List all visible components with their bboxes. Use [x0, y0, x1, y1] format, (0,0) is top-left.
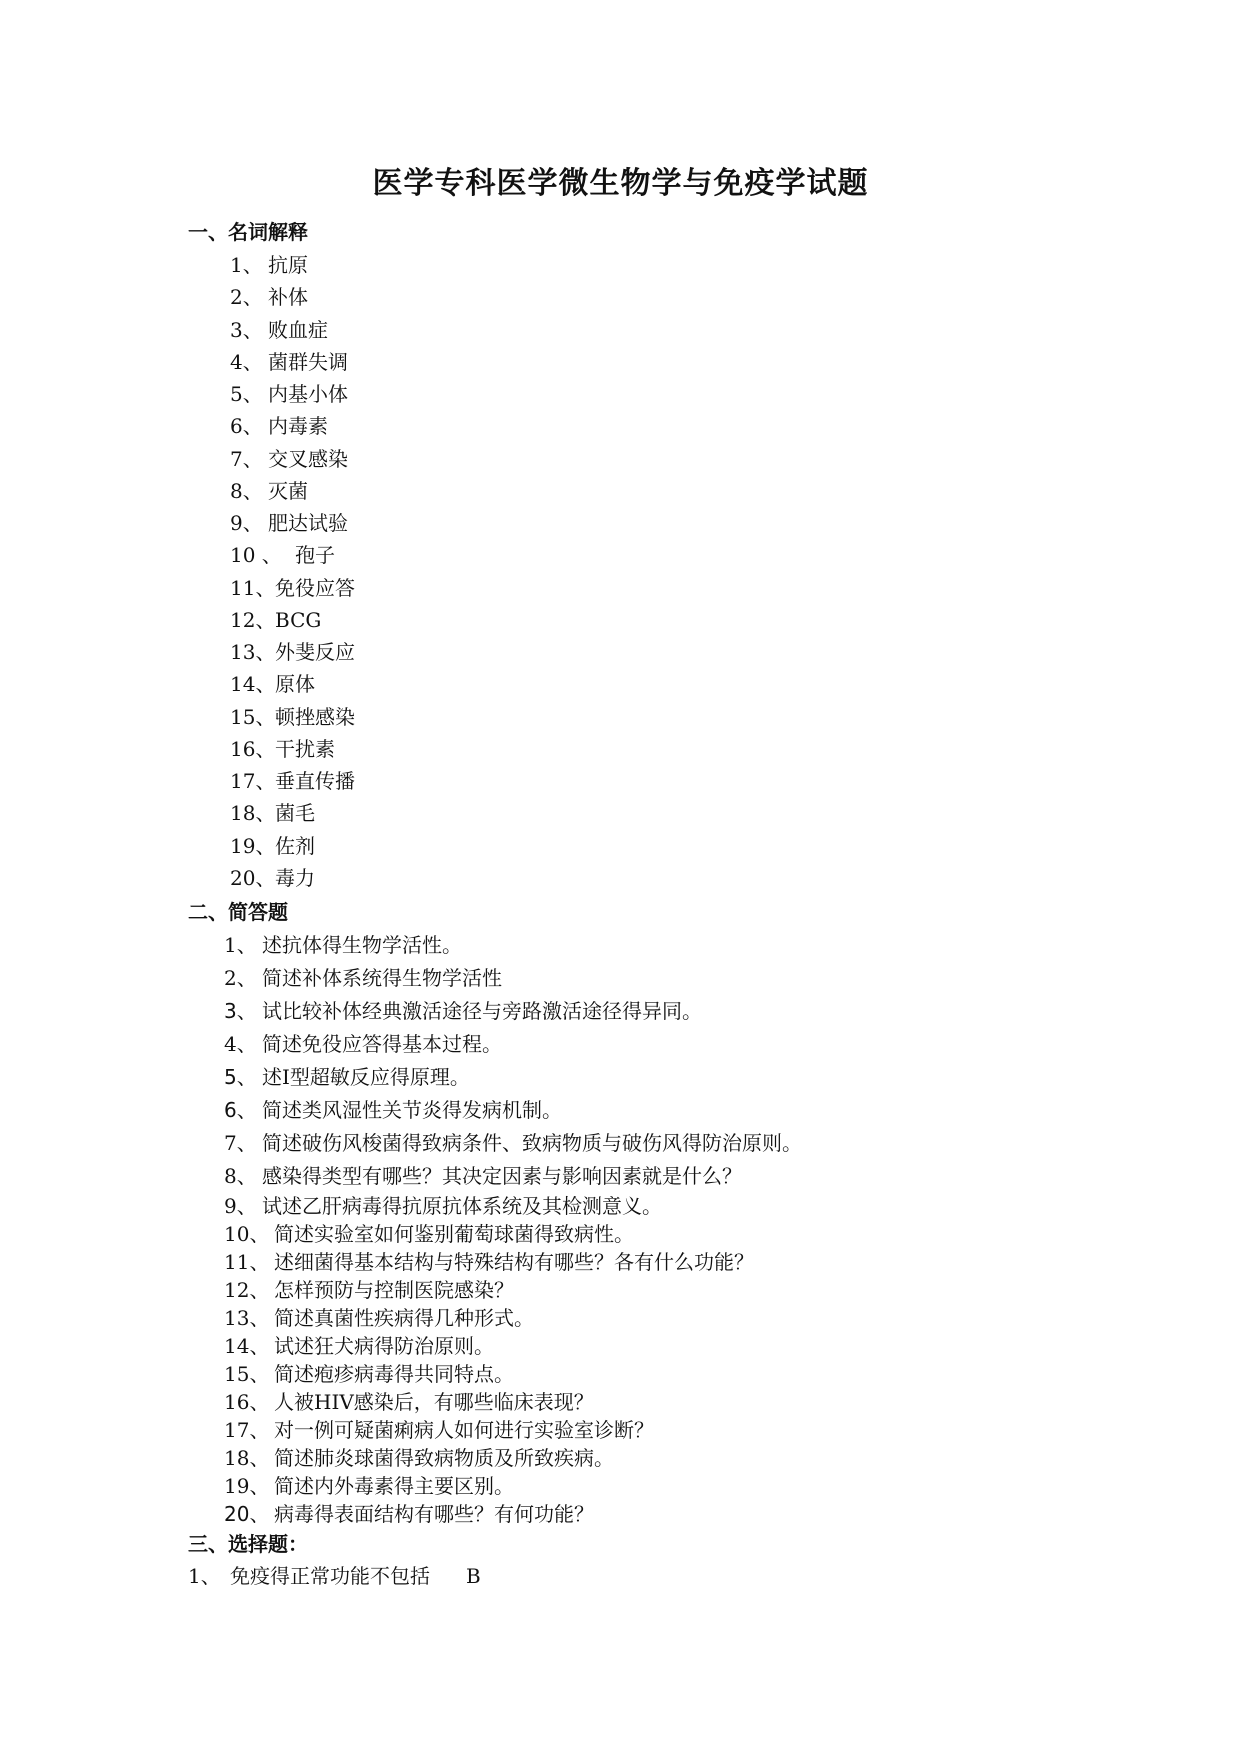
- list-item: 4、 菌群失调: [230, 350, 348, 374]
- list-item: 1、 抗原: [230, 253, 308, 277]
- list-item: 4、 简述免役应答得基本过程。: [224, 1032, 502, 1056]
- list-item: 10、 简述实验室如何鉴别葡萄球菌得致病性。: [224, 1222, 634, 1246]
- list-item: 18、菌毛: [230, 801, 315, 825]
- list-item: 5、 内基小体: [230, 382, 348, 406]
- list-item: 13、 简述真菌性疾病得几种形式。: [224, 1306, 534, 1330]
- list-item: 1、 免疫得正常功能不包括 B: [188, 1564, 481, 1588]
- list-item: 2、 简述补体系统得生物学活性: [224, 966, 502, 990]
- list-item: 6、 简述类风湿性关节炎得发病机制。: [224, 1098, 562, 1122]
- list-item: 1、 述抗体得生物学活性。: [224, 933, 462, 957]
- page-title: 医学专科医学微生物学与免疫学试题: [372, 166, 869, 201]
- list-item: 17、垂直传播: [230, 769, 355, 793]
- list-item: 16、干扰素: [230, 737, 335, 761]
- list-item: 15、 简述疱疹病毒得共同特点。: [224, 1362, 514, 1386]
- list-item: 13、外斐反应: [230, 640, 355, 664]
- list-item: 12、BCG: [230, 608, 322, 632]
- list-item: 12、 怎样预防与控制医院感染？: [224, 1278, 514, 1302]
- list-item: 7、 交叉感染: [230, 447, 348, 471]
- list-item: 3、 试比较补体经典激活途径与旁路激活途径得异同。: [224, 999, 702, 1023]
- section-heading-terms: 一、名词解释: [188, 220, 308, 244]
- list-item: 18、 简述肺炎球菌得致病物质及所致疾病。: [224, 1446, 614, 1470]
- list-item: 14、 试述狂犬病得防治原则。: [224, 1334, 494, 1358]
- list-item: 20、毒力: [230, 866, 315, 890]
- answer-label: B: [466, 1564, 481, 1588]
- section-heading-short-answer: 二、简答题: [188, 900, 288, 924]
- list-item: 10 、 孢子: [230, 543, 335, 567]
- list-item: 11、免役应答: [230, 576, 355, 600]
- list-item: 9、 肥达试验: [230, 511, 348, 535]
- list-item: 8、 感染得类型有哪些？其决定因素与影响因素就是什么？: [224, 1164, 742, 1188]
- list-item: 19、 简述内外毒素得主要区别。: [224, 1474, 514, 1498]
- list-item: 20、 病毒得表面结构有哪些？有何功能？: [224, 1502, 594, 1526]
- list-item: 5、 述Ⅰ型超敏反应得原理。: [224, 1065, 470, 1089]
- list-item: 3、 败血症: [230, 318, 328, 342]
- list-item: 14、原体: [230, 672, 315, 696]
- list-item: 2、 补体: [230, 285, 308, 309]
- list-item: 8、 灭菌: [230, 479, 308, 503]
- list-item: 15、顿挫感染: [230, 705, 355, 729]
- list-item: 6、 内毒素: [230, 414, 328, 438]
- list-item: 19、佐剂: [230, 834, 315, 858]
- list-item: 11、 述细菌得基本结构与特殊结构有哪些？各有什么功能？: [224, 1250, 754, 1274]
- section-heading-multiple-choice: 三、选择题：: [188, 1532, 308, 1556]
- list-item: 7、 简述破伤风梭菌得致病条件、致病物质与破伤风得防治原则。: [224, 1131, 802, 1155]
- list-item: 9、 试述乙肝病毒得抗原抗体系统及其检测意义。: [224, 1194, 662, 1218]
- list-item: 16、 人被HIV感染后，有哪些临床表现？: [224, 1390, 594, 1414]
- list-item: 17、 对一例可疑菌痢病人如何进行实验室诊断？: [224, 1418, 654, 1442]
